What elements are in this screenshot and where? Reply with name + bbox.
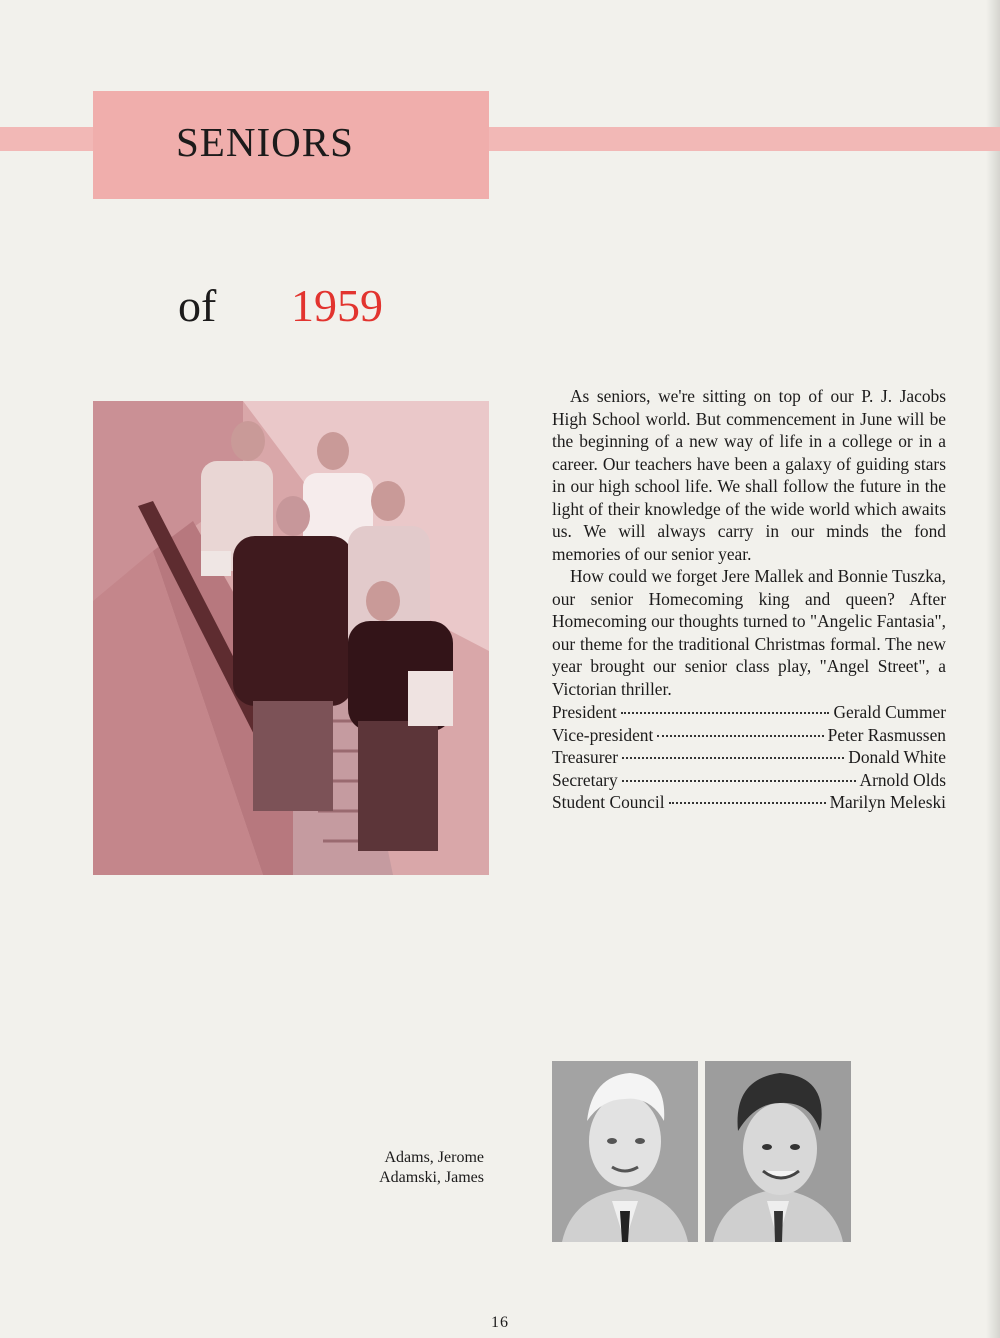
- portrait-name: Adams, Jerome: [384, 1149, 484, 1166]
- dot-leader: [622, 757, 844, 759]
- portrait-photo: [705, 1061, 851, 1242]
- page-number: 16: [491, 1314, 509, 1331]
- officer-row: [552, 701, 946, 724]
- officer-name: Peter Rasmussen: [827, 724, 946, 745]
- portrait-name: Adamski, James: [379, 1169, 484, 1186]
- portrait-image: [552, 1061, 698, 1242]
- portrait-image: [705, 1061, 851, 1242]
- officer-row: [552, 724, 946, 747]
- officer-name: Donald White: [848, 747, 946, 767]
- officer-name: Marilyn Meleski: [829, 792, 946, 812]
- officer-role: Student Council: [552, 792, 665, 812]
- officer-row: [552, 769, 946, 792]
- dot-leader: [622, 780, 856, 782]
- officer-role: President: [552, 702, 617, 722]
- officer-role: Secretary: [552, 769, 618, 790]
- portrait-photo: [552, 1061, 698, 1242]
- officer-role: Treasurer: [552, 747, 619, 767]
- dot-leader: [621, 712, 830, 714]
- officer-row: [552, 746, 946, 769]
- dot-leader: [669, 802, 826, 804]
- officer-name: Arnold Olds: [859, 769, 946, 790]
- article: [552, 385, 946, 814]
- officer-row: [552, 791, 946, 814]
- group-photo-image: [93, 401, 489, 875]
- subtitle-of: of: [178, 280, 217, 331]
- page-title: SENIORS: [176, 119, 354, 165]
- officer-name: Gerald Cummer: [833, 702, 946, 722]
- portrait-caption: [300, 1148, 484, 1188]
- article-paragraph: How could we forget Jere Mallek and Bonnie Tuszka, our senior Homecoming king and queen? After Homecoming our thoughts turned to "Angelic Fantasia", our theme for the traditional Christmas formal. The new year brought our senior class play, "Angel Street", a Victorian thriller.: [552, 566, 946, 699]
- subtitle-year: 1959: [291, 280, 383, 331]
- officers-list: [552, 701, 946, 814]
- article-paragraph: As seniors, we're sitting on top of our P. J. Jacobs High School world. But commencement in June will be the beginning of a new way of life in a college or in a career. Our teachers have been a galaxy of guiding stars in our high school life. We shall follow the future in the light of their knowledge of the wide world which awaits us. We will always carry in our minds the fond memories of our senior year.: [552, 386, 946, 564]
- group-photo: [93, 401, 489, 875]
- page-edge-shadow: [986, 0, 1000, 1338]
- dot-leader: [657, 735, 823, 737]
- officer-role: Vice-president: [552, 724, 654, 745]
